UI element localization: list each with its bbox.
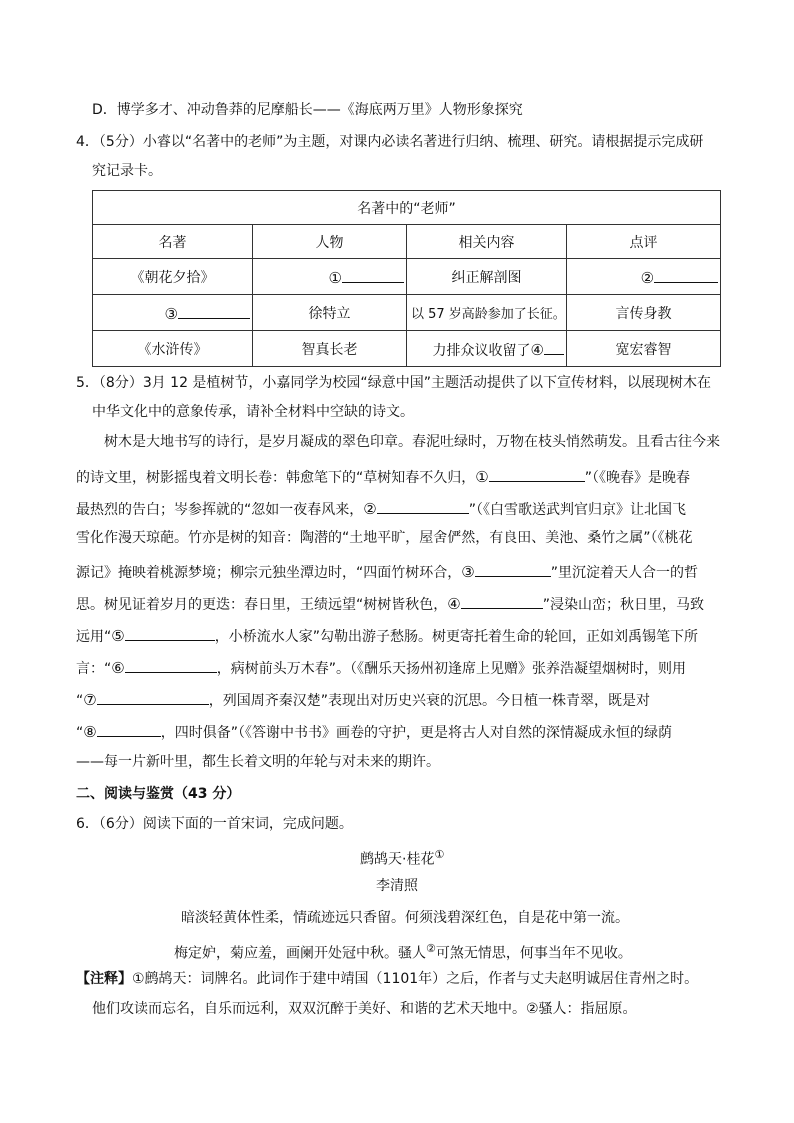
- q5-paragraph-line: [76, 624, 698, 647]
- blank-marker: ⑤: [111, 627, 125, 645]
- text: 最热烈的告白；岑参挥就的“忽如一夜春风来，: [76, 502, 364, 518]
- text: ”浸染山峦；秋日里，马致: [542, 597, 704, 613]
- blank-marker: ⑦: [83, 691, 97, 709]
- table-row: [93, 259, 721, 295]
- cell-comment: 宽宏睿智: [567, 331, 721, 367]
- q5-paragraph-line: ——每一片新叶里，都生长着文明的年轮与对未来的期许。: [76, 754, 440, 770]
- option-d: D．博学多才、冲动鲁莽的尼摩船长——《海底两万里》人物形象探究: [92, 102, 523, 118]
- blank-marker: ③: [164, 305, 178, 323]
- q5-line1: 5．（8分）3月 12 是植树节，小嘉同学为校园“绿意中国”主题活动提供了以下宣传材料，以展现树木在: [76, 375, 711, 391]
- q5-paragraph-line: [76, 497, 686, 520]
- blank-marker: ④: [530, 340, 544, 359]
- blank-marker: ②: [363, 500, 377, 518]
- q5-paragraph-line: [76, 592, 704, 615]
- text: ”（《晚春》是晚春: [584, 470, 690, 486]
- answer-blank[interactable]: [342, 266, 404, 283]
- text: 源记》掩映着桃源梦境；柳宗元独坐潭边时，“四面竹树环合，: [76, 565, 462, 581]
- cell-person: 徐特立: [253, 295, 407, 331]
- q5-paragraph-line: [76, 656, 686, 679]
- text: 远用“: [76, 629, 112, 645]
- text: ，病树前头万木春”。（《酬乐天扬州初逢席上见赠》张养浩凝望烟树时，则用: [216, 661, 686, 677]
- text: “: [76, 725, 84, 741]
- header-comment: 点评: [567, 225, 721, 259]
- text: “: [76, 693, 84, 709]
- footnote-marker: ①: [434, 848, 445, 861]
- text: ，四时俱备”（《答谢中书书》画卷的守护，更是将古人对自然的深情凝成永恒的绿荫: [160, 725, 672, 741]
- header-person: 人物: [253, 225, 407, 259]
- notes-label: 【注释】: [76, 971, 132, 987]
- notes-line: [76, 969, 698, 989]
- answer-blank[interactable]: [654, 266, 718, 283]
- text: ①鹧鸪天：词牌名。此词作于建中靖国（1101年）之后，作者与丈夫赵明诚居住青州之时。: [132, 971, 699, 987]
- answer-blank[interactable]: [489, 465, 585, 482]
- q5-paragraph-line: [76, 465, 690, 488]
- content-prefix: 力排众议收留了: [432, 342, 531, 359]
- text: 梅定妒，菊应羞，画阑开处冠中秋。骚人: [174, 945, 426, 962]
- poem-verse: 暗淡轻黄体性柔，情疏迹远只香留。何须浅碧深红色，自是花中第一流。: [181, 910, 629, 926]
- text: ”里沉淀着天人合一的哲: [550, 565, 698, 581]
- poem-author: 李清照: [376, 878, 418, 894]
- q5-paragraph-line: [76, 688, 650, 711]
- answer-blank[interactable]: [475, 560, 551, 577]
- q5-paragraph-line: [76, 560, 698, 583]
- cell-comment-blank[interactable]: [567, 259, 721, 295]
- cell-person-blank[interactable]: [253, 259, 407, 295]
- blank-marker: ⑧: [83, 723, 97, 741]
- blank-marker: ①: [328, 269, 342, 287]
- text: ，列国周齐秦汉楚”表现出对历史兴衰的沉思。今日植一株青翠，既是对: [208, 693, 650, 709]
- cell-comment: 言传身教: [567, 295, 721, 331]
- q5-paragraph-line: [76, 720, 672, 743]
- text: 思。树见证着岁月的更迭：春日里，王绩远望“树树皆秋色，: [76, 597, 448, 613]
- blank-marker: ⑥: [111, 659, 125, 677]
- cell-content-blank[interactable]: [407, 331, 567, 367]
- answer-blank[interactable]: [178, 302, 250, 319]
- text: 言：“: [76, 661, 112, 677]
- q5-paragraph-line: 雪化作漫天琼葩。竹亦是树的知音：陶潜的“土地平旷，屋舍俨然，有良田、美池、桑竹之属”（《桃花: [76, 530, 693, 546]
- blank-marker: ④: [447, 595, 461, 613]
- table-row: [93, 331, 721, 367]
- text: 的诗文里，树影摇曳着文明长卷：韩愈笔下的“草树知春不久归，: [76, 470, 476, 486]
- q4-line2: 究记录卡。: [92, 163, 162, 179]
- table-row: [93, 295, 721, 331]
- answer-blank[interactable]: [125, 656, 217, 673]
- cell-person: 智真长老: [253, 331, 407, 367]
- text: 可煞无情思，何事当年不见收。: [435, 945, 632, 962]
- blank-marker: ①: [475, 468, 489, 486]
- cell-book-blank[interactable]: [93, 295, 253, 331]
- poem-verse: [174, 939, 632, 964]
- header-book: 名著: [93, 225, 253, 259]
- answer-blank[interactable]: [97, 688, 209, 705]
- table-header-row: [93, 225, 721, 259]
- text: ，小桥流水人家”勾勒出游子愁肠。树更寄托着生命的轮回，正如刘禹锡笔下所: [214, 629, 698, 645]
- answer-blank[interactable]: [97, 720, 161, 737]
- blank-marker: ③: [461, 563, 475, 581]
- table-title: 名著中的“老师”: [93, 191, 721, 225]
- q5-paragraph-line: 树木是大地书写的诗行，是岁月凝成的翠色印章。春泥吐绿时，万物在枝头悄然萌发。且看古往今来: [104, 434, 720, 450]
- poem-title-text: 鹧鸪天·桂花: [360, 851, 435, 868]
- answer-blank[interactable]: [125, 624, 215, 641]
- research-card-table: [92, 190, 721, 367]
- poem-title: [360, 845, 444, 870]
- cell-book: 《朝花夕拾》: [93, 259, 253, 295]
- cell-content: 以 57 岁高龄参加了长征。: [407, 295, 567, 331]
- footnote-marker: ②: [426, 942, 436, 955]
- answer-blank[interactable]: [461, 592, 543, 609]
- q4-line1: 4．（5分）小睿以“名著中的老师”为主题，对课内必读名著进行归纳、梳理、研究。请根据提示完成研: [76, 134, 704, 150]
- section-heading: 二、阅读与鉴赏（43 分）: [76, 786, 241, 802]
- notes-line: 他们攻读而忘名，自乐而远利，双双沉醉于美好、和谐的艺术天地中。②骚人：指屈原。: [92, 1001, 637, 1017]
- cell-book: 《水浒传》: [93, 331, 253, 367]
- cell-content: 纠正解剖图: [407, 259, 567, 295]
- text: ”（《白雪歌送武判官归京》让北国飞: [468, 502, 686, 518]
- q5-line2: 中华文化中的意象传承，请补全材料中空缺的诗文。: [92, 404, 414, 420]
- blank-marker: ②: [640, 269, 655, 287]
- header-content: 相关内容: [407, 225, 567, 259]
- answer-blank[interactable]: [544, 338, 564, 355]
- answer-blank[interactable]: [377, 497, 469, 514]
- q6-intro: 6．（6分）阅读下面的一首宋词，完成问题。: [76, 816, 353, 832]
